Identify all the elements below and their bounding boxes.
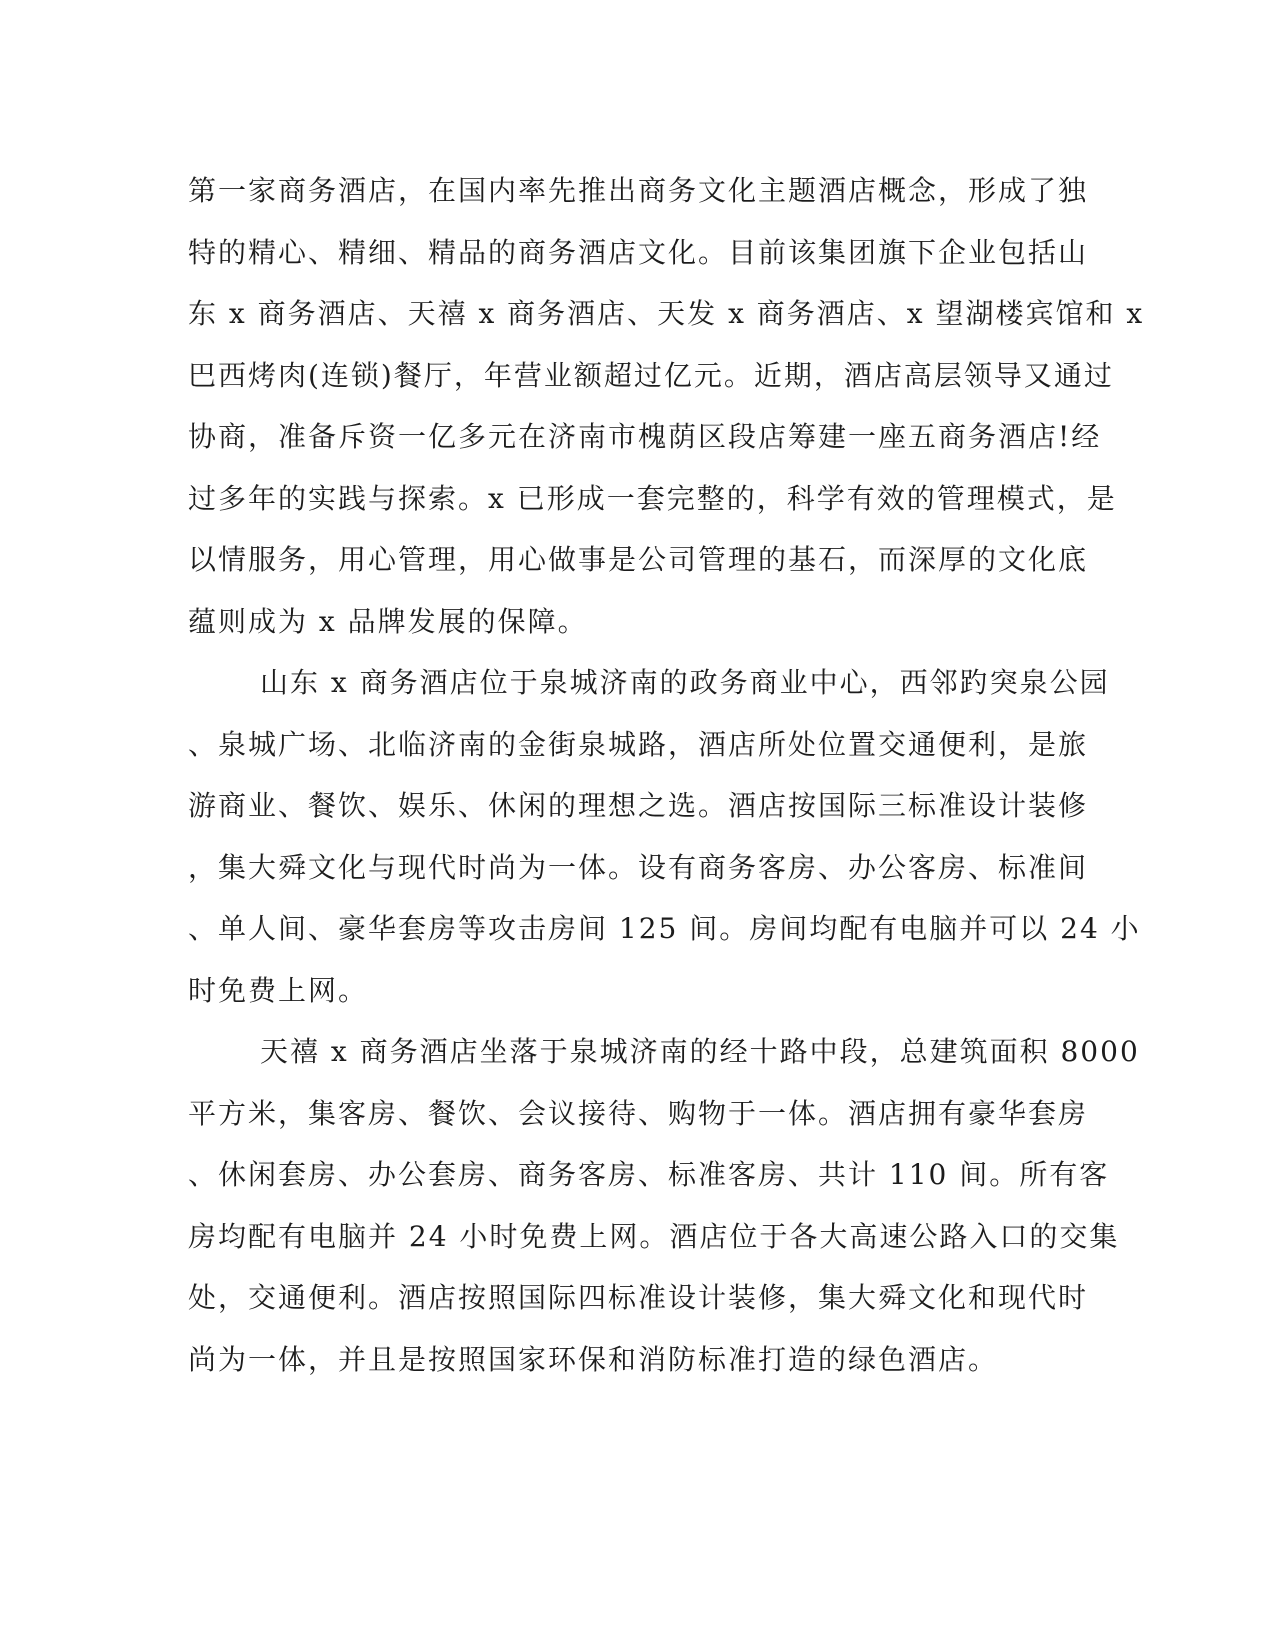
paragraph-2 [188, 652, 1141, 1021]
text-line: 蕴则成为 x 品牌发展的保障。 [188, 604, 588, 638]
text-line: 、泉城广场、北临济南的金街泉城路，酒店所处位置交通便利，是旅 [188, 727, 1089, 761]
text-line: 以情服务，用心管理，用心做事是公司管理的基石，而深厚的文化底 [188, 543, 1089, 576]
text-line: 第一家商务酒店，在国内率先推出商务文化主题酒店概念，形成了独 [188, 174, 1089, 207]
text-line: ，集大舜文化与现代时尚为一体。设有商务客房、办公客房、标准间 [188, 850, 1089, 884]
text-line: 尚为一体，并且是按照国家环保和消防标准打造的绿色酒店。 [188, 1342, 999, 1376]
text-line: 过多年的实践与探索。x 已形成一套完整的，科学有效的管理模式，是 [188, 481, 1117, 515]
text-line: 东 x 商务酒店、天禧 x 商务酒店、天发 x 商务酒店、x 望湖楼宾馆和 x [188, 297, 1145, 330]
text-line: 处，交通便利。酒店按照国际四标准设计装修，集大舜文化和现代时 [188, 1281, 1089, 1314]
paragraph-1 [188, 160, 1145, 652]
text-line: 巴西烤肉(连锁)餐厅，年营业额超过亿元。近期，酒店高层领导又通过 [188, 358, 1114, 392]
text-line: 时免费上网。 [188, 973, 369, 1007]
text-line: 游商业、餐饮、娱乐、休闲的理想之选。酒店按国际三标准设计装修 [188, 789, 1089, 822]
text-line: 特的精心、精细、精品的商务酒店文化。目前该集团旗下企业包括山 [188, 235, 1089, 269]
text-line: 山东 x 商务酒店位于泉城济南的政务商业中心，西邻趵突泉公园 [260, 666, 1110, 699]
body-text [188, 160, 1145, 1390]
text-line: 房均配有电脑并 24 小时免费上网。酒店位于各大高速公路入口的交集 [188, 1219, 1120, 1253]
text-line: 协商，准备斥资一亿多元在济南市槐荫区段店筹建一座五商务酒店!经 [188, 420, 1102, 453]
text-line: 平方米，集客房、餐饮、会议接待、购物于一体。酒店拥有豪华套房 [188, 1096, 1089, 1130]
text-line: 、休闲套房、办公套房、商务客房、标准客房、共计 110 间。所有客 [188, 1158, 1110, 1191]
text-line: 、单人间、豪华套房等攻击房间 125 间。房间均配有电脑并可以 24 小 [188, 912, 1141, 945]
paragraph-3 [188, 1021, 1140, 1390]
text-line: 天禧 x 商务酒店坐落于泉城济南的经十路中段，总建筑面积 8000 [260, 1035, 1140, 1068]
